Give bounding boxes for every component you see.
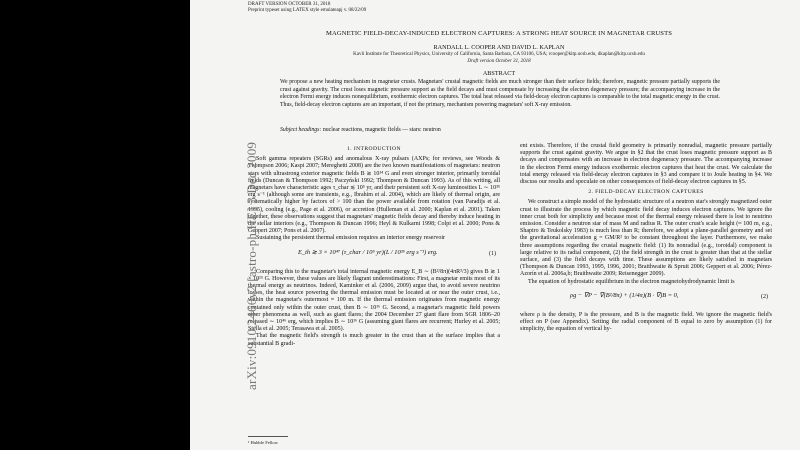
paragraph: where ρ is the density, P is the pressure, and B is the magnetic field. We ignore the magnetic field's effect on P (see Appendix). Setting the radial component of B equal to zero by assumption (1) for simplicity, the equation of vertical hy- bbox=[520, 311, 772, 333]
paper-title: MAGNETIC FIELD-DECAY-INDUCED ELECTRON CAPTURES: A STRONG HEAT SOURCE IN MAGNETAR CRUSTS bbox=[326, 30, 672, 37]
section-heading-introduction: 1. INTRODUCTION bbox=[347, 146, 401, 152]
subject-headings bbox=[280, 127, 720, 133]
equation-1 bbox=[248, 245, 500, 267]
paragraph: ent exists. Therefore, if the crustal field geometry is primarily nonradial, magnetic pressure partially supports the crust against gravity. We argue in §2 that the crust loses magnetic pressure support as B decays and compensates with an increase in electron degeneracy pressure. The accompanying increase in the electron Fermi energy induces exothermic electron captures that heat the crust. We calculate the total energy released via field-decay electron captures in §3 and compare it to Joule heating in §4. We discuss our results and speculate on other consequences of field-decay electron captures in §5. bbox=[520, 143, 772, 186]
section-heading-field-decay: 2. FIELD-DECAY ELECTRON CAPTURES bbox=[588, 189, 704, 196]
equation-number: (2) bbox=[761, 293, 768, 300]
paragraph: The equation of hydrostatic equilibrium in the electron magnetohydrodynamic limit is bbox=[528, 278, 735, 285]
paragraph: That the magnetic field's strength is much greater in the crust than at the surface implies that a substantial B gradi- bbox=[248, 333, 500, 347]
footnote-rule bbox=[248, 436, 288, 437]
draft-date: Draft version October 31, 2018 bbox=[467, 59, 531, 64]
paragraph: We construct a simple model of the hydrostatic structure of a neutron star's strongly magnetized outer crust to illustrate the process by which magnetic field decay induces electron captures. We ignore the inner crust both for simplicity and because most of the thermal energy released there is lost to neutrino emission. Consider a neutron star of mass M and radius R. The outer crust's scale height (≈ 100 m, e.g., Shapiro & Teukolsky 1983) is much less than R; therefore, we adopt a plane-parallel geometry and set the gravitational acceleration g = GM/R² to be constant throughout the layer. Furthermore, we make three assumptions regarding the crustal magnetic field: (1) Its nonradial (e.g., toroidal) component is large relative to its radial component, (2) the field strength in the crust is greater than that at the stellar surface, and (3) the field decays with time. These assumptions are likely satisfied in magnetars (Thompson & Duncan 1993, 1995, 1996, 2001; Braithwaite & Spruit 2006; Geppert et al. 2006; Pérez-Azorín et al. 2006a,b; Braithwaite 2009; Reisenegger 2009). bbox=[520, 199, 772, 278]
subject-label: Subject headings: bbox=[280, 127, 322, 133]
abstract-heading: ABSTRACT bbox=[482, 70, 516, 77]
right-column bbox=[520, 143, 772, 333]
authors: RANDALL L. COOPER AND DAVID L. KAPLAN bbox=[433, 44, 565, 51]
abstract-text: We propose a new heating mechanism in magnetar crusts. Magnetars' crustal magnetic fields are much stronger than their surface fields; therefore, magnetic pressure partially supports the crust against gravity. The crust loses magnetic pressure support as the field decays and must compensate by increasing the electron degeneracy pressure; the accompanying increase in the electron Fermi energy induces nonequilibrium, exothermic electron captures. The total heat released via field-decay electron captures is comparable to the total magnetic energy in the crust. Thus, field-decay electron captures are an important, if not the primary, mechanism powering magnetars' soft X-ray emission. bbox=[280, 79, 720, 108]
equation-body: E_th ≳ 3 × 10⁴⁷ (τ_char / 10⁵ yr)(L / 10³⁵ erg s⁻¹) erg. bbox=[298, 248, 438, 256]
equation-number: (1) bbox=[489, 250, 496, 257]
left-column bbox=[248, 143, 500, 348]
footnote: ¹ Hubble Fellow bbox=[248, 440, 278, 445]
equation-2 bbox=[520, 288, 772, 310]
arxiv-identifier: arXiv:0910.2466v2 [astro-ph.HE] 3 Dec 2009 bbox=[244, 141, 259, 390]
affiliation: Kavli Institute for Theoretical Physics, University of California, Santa Barbara, CA 93106, USA; rcooper@kitp.ucsb.edu, dkaplan@kitp.ucsb.edu bbox=[353, 52, 645, 57]
subject-text: nuclear reactions, magnetic fields — stars: neutron bbox=[322, 127, 441, 133]
arxiv-stamp bbox=[232, 90, 259, 390]
equation-body: ρg − ∇P − ∇(B²/8π) + (1/4π)(B · ∇)B = 0, bbox=[570, 291, 679, 299]
paragraph: Sustaining the persistent thermal emission requires an interior energy reservoir bbox=[256, 235, 446, 242]
preprint-note: Preprint typeset using LATEX style emulateapj v. 08/22/09 bbox=[248, 8, 367, 13]
paragraph: Soft gamma repeaters (SGRs) and anomalous X-ray pulsars (AXPs; for reviews, see Woods & Thompson 2006; Kaspi 2007; Mereghetti 2008) are the two known manifestations of magnetars: neutron stars with ultrastrong exterior magnetic fields B ≳ 10¹⁴ G and even stronger interior, primarily toroidal fields (Duncan & Thompson 1992; Paczyński 1992; Thompson & Duncan 1993). As of this writing, all magnetars have characteristic ages τ_char ≲ 10⁵ yr, and their persistent soft X-ray luminosities L ∼ 10³⁵ erg s⁻¹ (although some are transients, e.g., Ibrahim et al. 2004), which are likely of thermal origin, are systematically higher by factors of > 100 than the power available from rotation (van Paradijs et al. 1995), cooling (e.g., Page et al. 2006), or accretion (Hulleman et al. 2000; Kaplan et al. 2001). Taken together, these observations suggest that magnetars' magnetic fields decay and thereby induce heating in the stellar interiors (e.g., Thompson & Duncan 1996; Heyl & Kulkarni 1998; Colpi et al. 2000; Pons & Geppert 2007; Pons et al. 2007). bbox=[248, 156, 500, 235]
draft-version-header: DRAFT VERSION OCTOBER 31, 2018 bbox=[248, 2, 331, 7]
paper-page bbox=[190, 0, 800, 450]
paragraph: Comparing this to the magnetar's total internal magnetic energy E_B ∼ (B²/8π)(4πR³/3) gives B ≳ 1 × 10¹⁵ G. However, these values are likely flagrant underestimations: First, a magnetar emits most of its thermal energy as neutrinos. Indeed, Kaminker et al. (2006, 2009) argue that, to avoid severe neutrino losses, the heat source powering the thermal emission must be located at or near the outer crust, i.e., within the magnetar's outermost ≈ 100 m. If the thermal emission originates from magnetic energy contained only within the outer crust, then B ∼ 10¹⁶ G. Second, a magnetar's magnetic field powers other phenomena as well, such as giant flares; the 2004 December 27 giant flare from SGR 1806–20 released ∼ 10⁴⁶ erg, which implies B ∼ 10¹⁶ G (assuming giant flares are recurrent; Hurley et al. 2005; Stella et al. 2005; Terasawa et al. 2005). bbox=[248, 268, 500, 333]
